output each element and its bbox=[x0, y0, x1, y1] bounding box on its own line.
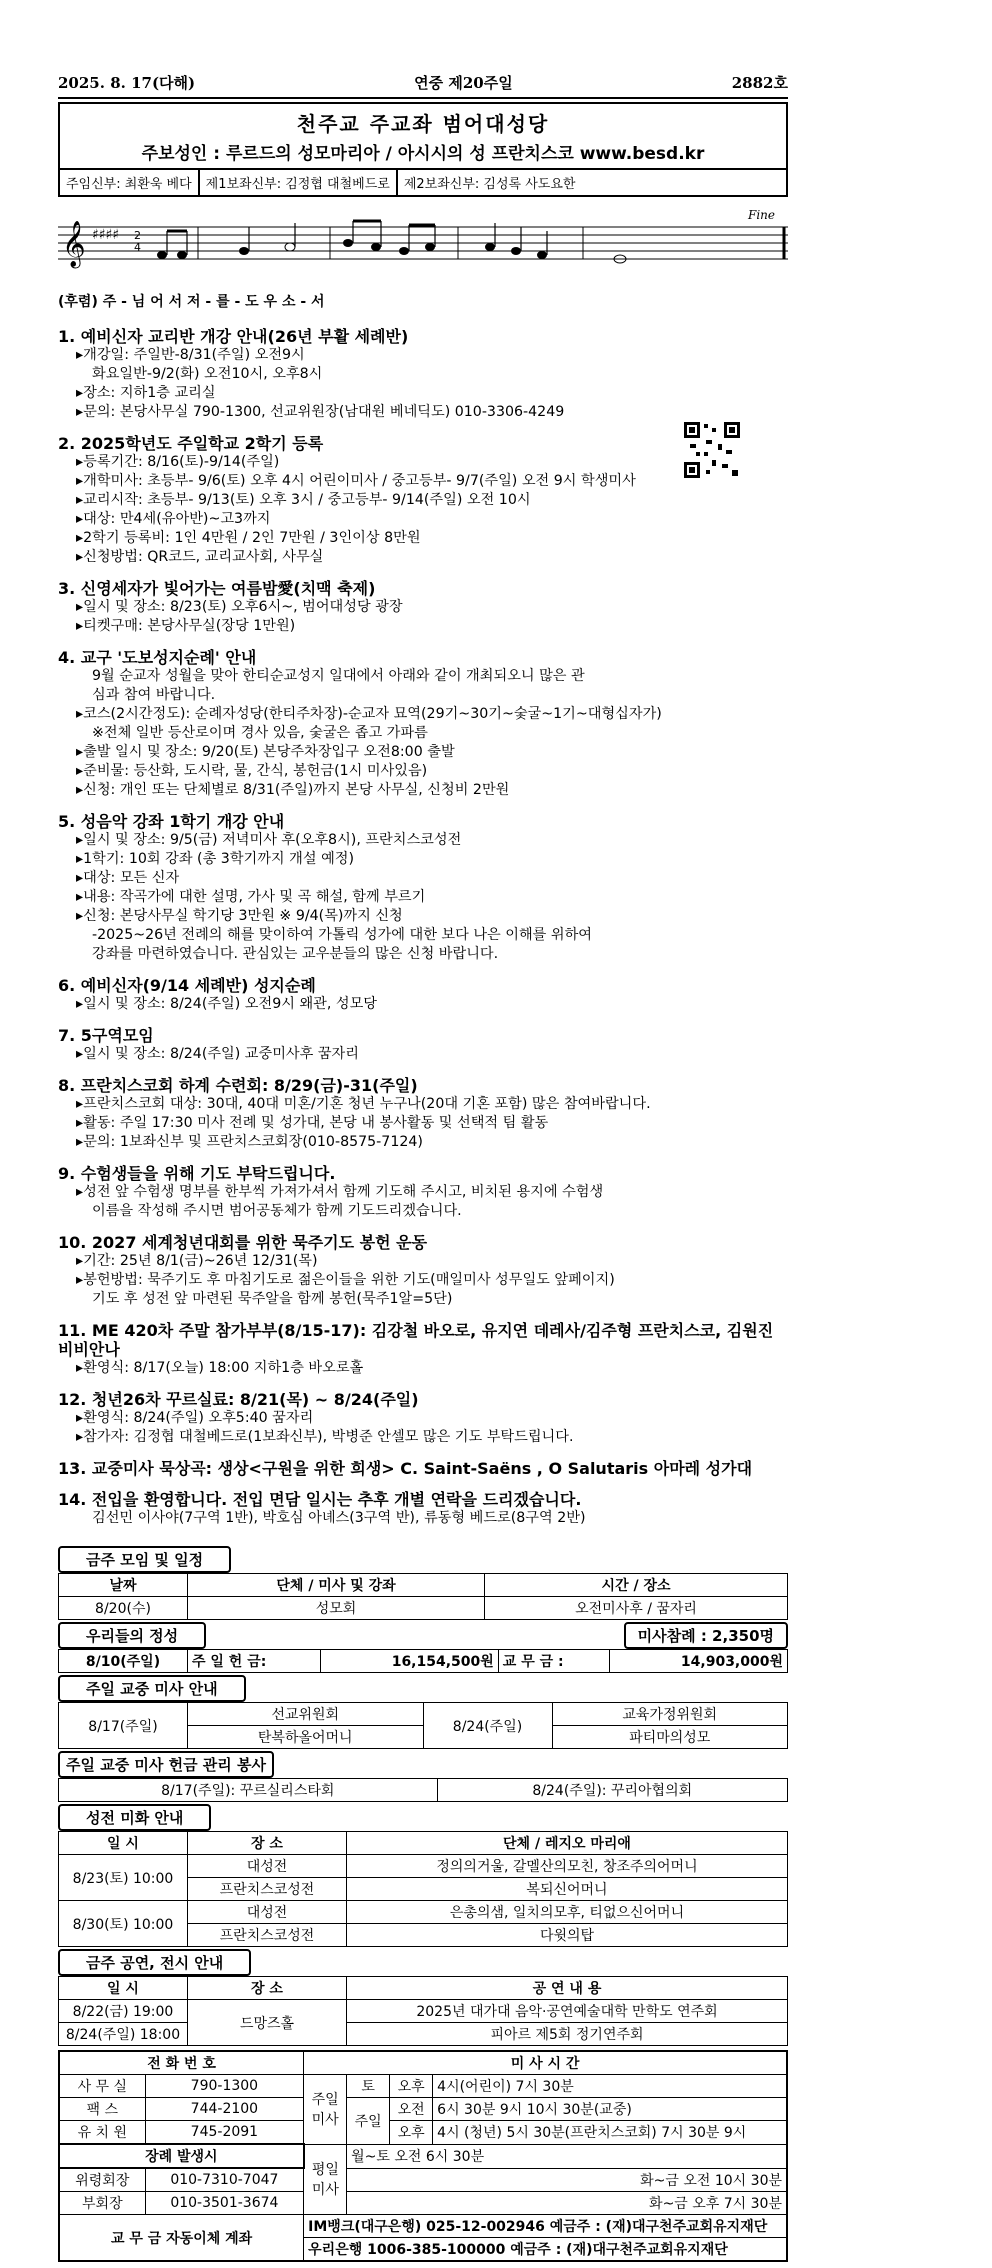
notice-title: 8. 프란치스코회 하계 수련회: 8/29(금)-31(주일) bbox=[58, 1076, 418, 1095]
guide-table: 8/17(주일) 선교위원회 8/24(주일) 교육가정위원회 탄복하올어머니 파티마의성모 bbox=[58, 1702, 788, 1749]
notice-line: ▸대상: 모든 신자 bbox=[76, 870, 180, 886]
notice-item bbox=[58, 1390, 788, 1447]
issue-header bbox=[58, 72, 788, 99]
notice-item bbox=[58, 1321, 788, 1378]
notice-line: ▸참가자: 김정협 대철베드로(1보좌신부), 박병준 안셀모 많은 기도 부탁드립니다. bbox=[76, 1429, 574, 1445]
notice-line: ▸신청방법: QR코드, 교리교사회, 사무실 bbox=[76, 549, 324, 565]
table-row: 8/20(수) 성모회 오전미사후 / 꿈자리 bbox=[59, 1597, 788, 1620]
notice-title: 9. 수험생들을 위해 기도 부탁드립니다. bbox=[58, 1164, 336, 1183]
guide-tab: 주일 교중 미사 안내 bbox=[58, 1675, 246, 1702]
notice-line: ▸문의: 본당사무실 790-1300, 선교위원장(남대원 베네딕도) 010-3306-4249 bbox=[76, 404, 565, 420]
notice-item bbox=[58, 812, 788, 964]
offering-tab: 우리들의 정성 bbox=[58, 1622, 206, 1649]
notice-line: ▸티켓구매: 본당사무실(장당 1만원) bbox=[76, 618, 296, 634]
parish-title: 천주교 주교좌 범어대성당 bbox=[296, 112, 550, 136]
collection-tab: 주일 교중 미사 헌금 관리 봉사 bbox=[58, 1751, 274, 1778]
priest-bar bbox=[58, 170, 788, 197]
notice-line: ▸준비물: 등산화, 도시락, 물, 간식, 봉헌금(1시 미사있음) bbox=[76, 763, 428, 779]
notice-line: ▸일시 및 장소: 8/24(주일) 교중미사후 꿈자리 bbox=[76, 1046, 359, 1062]
notice-title: 2. 2025학년도 주일학교 2학기 등록 bbox=[58, 434, 324, 453]
notice-item bbox=[58, 1459, 788, 1478]
week-schedule bbox=[58, 1544, 788, 1620]
notice-item bbox=[58, 1164, 788, 1221]
masthead bbox=[58, 102, 788, 170]
notice-title: 11. ME 420차 주말 참가부부(8/15-17): 김강철 바오로, 유지연 데레사/김주형 프란치스코, 김원진 비비안나 bbox=[58, 1321, 774, 1359]
svg-text:♯♯♯♯: ♯♯♯♯ bbox=[92, 227, 120, 243]
svg-text:4: 4 bbox=[134, 241, 141, 254]
notice-line: ▸신청: 개인 또는 단체별로 8/31(주일)까지 본당 사무실, 신청비 2만원 bbox=[76, 782, 510, 798]
notice-title: 6. 예비신자(9/14 세례반) 성지순례 bbox=[58, 976, 316, 995]
svg-text:𝄞: 𝄞 bbox=[62, 221, 86, 267]
notice-line: -2025~26년 전례의 해를 맞이하여 가톨릭 성가에 대한 보다 나은 이해를 위하여 bbox=[92, 927, 593, 943]
patron-line: 주보성인 : 루르드의 성모마리아 / 아시시의 성 프란치스코 www.besd.kr bbox=[141, 144, 705, 164]
table-row: 8/24(주일) 18:00 피아르 제5회 정기연주회 bbox=[59, 2023, 788, 2046]
mass-guide-section bbox=[58, 1673, 788, 1749]
notice-line: ▸1학기: 10회 강좌 (총 3학기까지 개설 예정) bbox=[76, 851, 355, 867]
decor-table: 일 시 장 소 단체 / 레지오 마리애 8/23(토) 10:00 대성전 정의의거울, 갈멜산의모친, 창조주의어머니 프란치스코성전 복되신어머니 8/30(토) 10:00 대성전 은총의샘, 일치의모후, 티없으신어머니 프란치스코성전 다윗의탑 bbox=[58, 1831, 788, 1947]
notice-line: 기도 후 성전 앞 마련된 묵주알을 함께 봉헌(묵주1알=5단) bbox=[92, 1291, 453, 1307]
notice-line: ▸환영식: 8/17(오늘) 18:00 지하1층 바오로홀 bbox=[76, 1360, 364, 1376]
notice-title: 1. 예비신자 교리반 개강 안내(26년 부활 세례반) bbox=[58, 327, 409, 346]
notice-line: ▸활동: 주일 17:30 미사 전례 및 성가대, 본당 내 봉사활동 및 선택적 팀 활동 bbox=[76, 1115, 549, 1131]
fine-mark: Fine bbox=[748, 208, 775, 222]
notice-title: 7. 5구역모임 bbox=[58, 1026, 154, 1045]
col-group: 단체 / 미사 및 강좌 bbox=[188, 1574, 485, 1597]
notice-title: 13. 교중미사 묵상곡: 생상<구원을 위한 희생> C. Saint-Saëns , O Salutaris 아마레 성가대 bbox=[58, 1459, 753, 1478]
notice-item bbox=[58, 648, 788, 800]
offering-section bbox=[58, 1620, 788, 1673]
notice-line: 화요일반-9/2(화) 오전10시, 오후8시 bbox=[92, 366, 323, 382]
pastor: 주임신부: 최환욱 베다 bbox=[60, 170, 200, 195]
week-table bbox=[58, 1573, 788, 1620]
notice-line: ▸기간: 25년 8/1(금)~26년 12/31(목) bbox=[76, 1253, 318, 1269]
collection-table: 8/17(주일): 꾸르실리스타회 8/24(주일): 꾸리아협의회 bbox=[58, 1778, 788, 1802]
notice-item bbox=[58, 976, 788, 1014]
notice-line: ▸장소: 지하1층 교리실 bbox=[76, 385, 216, 401]
notice-line: ▸개강일: 주일반-8/31(주일) 오전9시 bbox=[76, 347, 305, 363]
notice-title: 10. 2027 세계청년대회를 위한 묵주기도 봉헌 운동 bbox=[58, 1233, 428, 1252]
notice-line: ▸개학미사: 초등부- 9/6(토) 오후 4시 어린이미사 / 중고등부- 9/7(주일) 오전 9시 학생미사 bbox=[76, 473, 636, 489]
assistant-1: 제1보좌신부: 김정협 대철베드로 bbox=[200, 170, 398, 195]
offering-table: 8/10(주일) 주 일 헌 금: 16,154,500원 교 무 금 : 14,903,000원 bbox=[58, 1649, 788, 1673]
notice-line: ▸교리시작: 초등부- 9/13(토) 오후 3시 / 중고등부- 9/14(주일) 오전 10시 bbox=[76, 492, 531, 508]
notice-line: ▸문의: 1보좌신부 및 프란치스코회장(010-8575-7124) bbox=[76, 1134, 423, 1150]
notice-line: ▸신청: 본당사무실 학기당 3만원 ※ 9/4(목)까지 신청 bbox=[76, 908, 403, 924]
notice-line: ▸봉헌방법: 묵주기도 후 마침기도로 젊은이들을 위한 기도(매일미사 성무일도 앞페이지) bbox=[76, 1272, 615, 1288]
notice-line: 심과 참여 바랍니다. bbox=[92, 687, 216, 703]
liturgical-sunday: 연중 제20주일 bbox=[414, 74, 513, 92]
table-row: 프란치스코성전 복되신어머니 bbox=[59, 1878, 788, 1901]
notice-title: 3. 신영세자가 빛어가는 여름밤愛(치맥 축제) bbox=[58, 579, 376, 598]
notice-line: ▸일시 및 장소: 8/24(주일) 오전9시 왜관, 성모당 bbox=[76, 996, 378, 1012]
notice-line: 김선민 이사야(7구역 1반), 박호심 아녜스(3구역 반), 류동형 베드로(8구역 2반) bbox=[92, 1510, 586, 1526]
bulletin-page bbox=[58, 0, 788, 2262]
notice-line: ▸2학기 등록비: 1인 4만원 / 2인 7만원 / 3인이상 8만원 bbox=[76, 530, 421, 546]
refrain-score bbox=[58, 205, 788, 315]
svg-text:2: 2 bbox=[134, 229, 141, 242]
notice-item bbox=[58, 327, 788, 422]
music-staff bbox=[58, 205, 788, 289]
notice-line: ▸일시 및 장소: 8/23(토) 오후6시~, 범어대성당 광장 bbox=[76, 599, 403, 615]
notice-line: ▸등록기간: 8/16(토)-9/14(주일) bbox=[76, 454, 280, 470]
notice-line: ▸대상: 만4세(유아반)~고3까지 bbox=[76, 511, 271, 527]
notice-item bbox=[58, 1026, 788, 1064]
table-row: 8/30(토) 10:00 대성전 은총의샘, 일치의모후, 티없으신어머니 bbox=[59, 1901, 788, 1924]
notice-item bbox=[58, 579, 788, 636]
qr-code-icon[interactable] bbox=[682, 420, 742, 480]
performance-section bbox=[58, 1947, 788, 2046]
notice-line: ▸프란치스코회 대상: 30대, 40대 미혼/기혼 청년 누구나(20대 기혼 포함) 많은 참여바랍니다. bbox=[76, 1096, 651, 1112]
decoration-section bbox=[58, 1802, 788, 1947]
issue-number: 2882호 bbox=[731, 74, 788, 92]
col-date: 날짜 bbox=[59, 1574, 188, 1597]
issue-date: 2025. 8. 17(다해) bbox=[58, 74, 196, 92]
notice-item bbox=[58, 1490, 788, 1528]
perf-tab: 금주 공연, 전시 안내 bbox=[58, 1949, 251, 1976]
notice-line: 이름을 작성해 주시면 범어공동체가 함께 기도드리겠습니다. bbox=[92, 1203, 462, 1219]
week-tab: 금주 모임 및 일정 bbox=[58, 1546, 231, 1573]
notice-item bbox=[58, 1233, 788, 1309]
table-row: 8/23(토) 10:00 대성전 정의의거울, 갈멜산의모친, 창조주의어머니 bbox=[59, 1855, 788, 1878]
notice-item bbox=[58, 434, 788, 567]
col-time: 시간 / 장소 bbox=[485, 1574, 788, 1597]
assistant-2: 제2보좌신부: 김성록 사도요한 bbox=[403, 177, 576, 192]
notice-title: 4. 교구 '도보성지순례' 안내 bbox=[58, 648, 257, 667]
notice-line: 강좌를 마련하였습니다. 관심있는 교우분들의 많은 신청 바랍니다. bbox=[92, 946, 499, 962]
table-row: 프란치스코성전 다윗의탑 bbox=[59, 1924, 788, 1947]
notice-item bbox=[58, 1076, 788, 1152]
decor-tab: 성전 미화 안내 bbox=[58, 1804, 211, 1831]
notice-title: 14. 전입을 환영합니다. 전입 면담 일시는 추후 개별 연락을 드리겠습니다. bbox=[58, 1490, 582, 1509]
notice-line: ▸코스(2시간정도): 순례자성당(한티주차장)-순교자 묘역(29기~30기~숯굴~1기~대형십자가) bbox=[76, 706, 662, 722]
notice-line: ▸일시 및 장소: 9/5(금) 저녁미사 후(오후8시), 프란치스코성전 bbox=[76, 832, 462, 848]
refrain-lyric: (후렴) 주 - 님 어 서 저 - 를 - 도 우 소 - 서 bbox=[58, 294, 325, 310]
notice-line: ▸출발 일시 및 장소: 9/20(토) 본당주차장입구 오전8:00 출발 bbox=[76, 744, 455, 760]
notices-list bbox=[58, 327, 788, 1528]
notice-title: 12. 청년26차 꾸르실료: 8/21(목) ~ 8/24(주일) bbox=[58, 1390, 419, 1409]
perf-table: 일 시 장 소 공 연 내 용 8/22(금) 19:00 드망즈홀 2025년 대가대 음악·공연예술대학 만학도 연주회 8/24(주일) 18:00 피아르 제5회 정기연주회 bbox=[58, 1976, 788, 2046]
collection-section bbox=[58, 1749, 788, 1802]
notice-title: 5. 성음악 강좌 1학기 개강 안내 bbox=[58, 812, 285, 831]
notice-line: ▸성전 앞 수험생 명부를 한부씩 가져가셔서 함께 기도해 주시고, 비치된 용지에 수험생 bbox=[76, 1184, 604, 1200]
contact-table: 전 화 번 호 미 사 시 간 사 무 실 790-1300 주일 미사 토 오후 4시(어린이) 7시 30분 팩 스 744-2100 주일 오전 6시 30분 9시 10시 30분(교중) 유 치 원 745-2091 오후 4시 (청년) 5시 30분(프란치스코회) 7시 30분 9시 장례 발생시 평일 미사 월~토 오전 6시 30분 위령회장 010-7310-7047 화~금 오전 10시 30분 부회장 010-3501-3674 화~금 오후 7시 30분 교 무 금 자동이체 계좌 IM뱅크(대구은행) 025-12-002946 예금주 : (재)대구천주교회유지재단 우리은행 1006-385-100000 예금주 : (재)대구천주교회유지재단 bbox=[58, 2050, 788, 2262]
mass-attendance: 미사참례 : 2,350명 bbox=[624, 1622, 788, 1649]
notice-line: ※전체 일반 등산로이며 경사 있음, 숯굴은 좁고 가파름 bbox=[92, 725, 428, 741]
table-row: 8/22(금) 19:00 드망즈홀 2025년 대가대 음악·공연예술대학 만학도 연주회 bbox=[59, 2000, 788, 2023]
notice-line: 9월 순교자 성월을 맞아 한티순교성지 일대에서 아래와 같이 개최되오니 많은 관 bbox=[92, 668, 585, 684]
notice-line: ▸내용: 작곡가에 대한 설명, 가사 및 곡 해설, 함께 부르기 bbox=[76, 889, 426, 905]
notice-line: ▸환영식: 8/24(주일) 오후5:40 꿈자리 bbox=[76, 1410, 314, 1426]
